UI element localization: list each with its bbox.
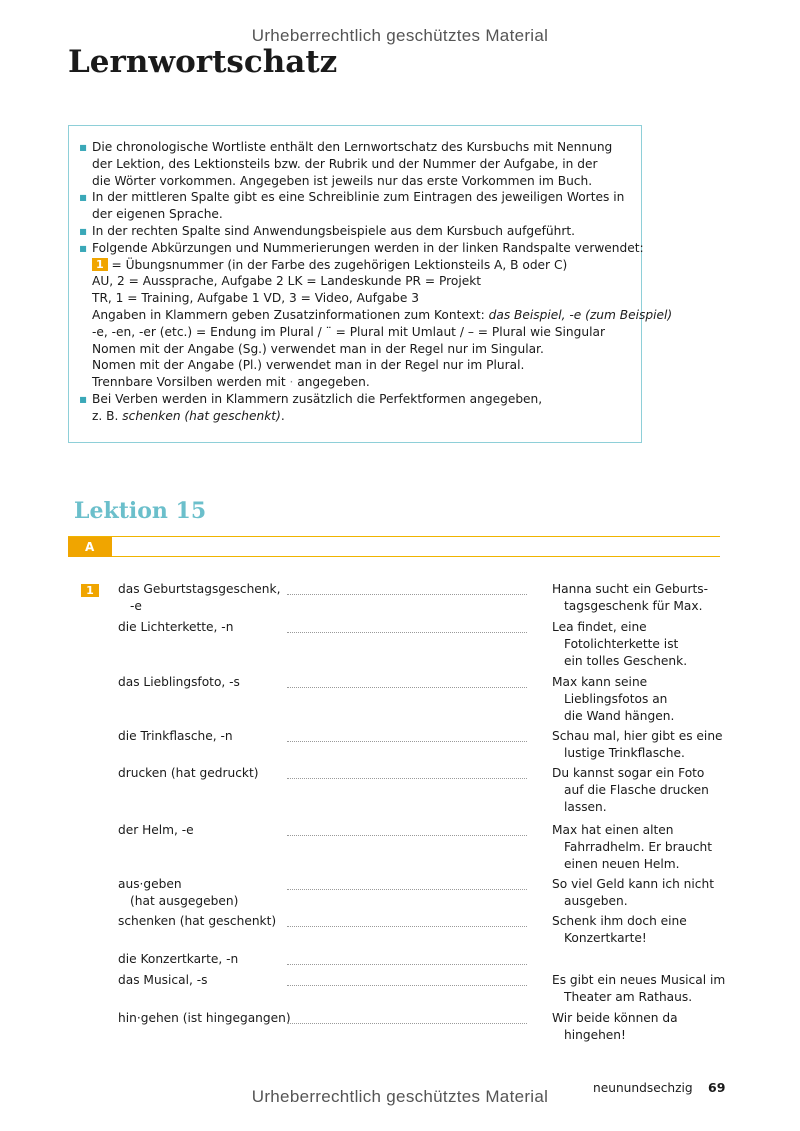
vocab-example: Schenk ihm doch eine Konzertkarte! (552, 914, 687, 945)
translation-line (287, 835, 527, 836)
translation-line (287, 778, 527, 779)
vocab-word: schenken (hat geschenkt) (118, 914, 277, 928)
vocab-example: Lea findet, eine Fotolichterkette ist ein tolles Geschenk. (552, 620, 688, 668)
page-title: Lernwortschatz (68, 44, 338, 80)
vocab-example: So viel Geld kann ich nicht ausgeben. (552, 877, 714, 908)
vocab-example: Max kann seine Lieblingsfotos an die Wand hängen. (552, 675, 675, 723)
bullet-icon: ▪ (79, 240, 88, 255)
bullet-icon: ▪ (79, 223, 88, 238)
vocab-word: das Musical, -s (118, 973, 208, 987)
exercise-number-badge: 1 (92, 258, 108, 271)
vocab-word: der Helm, -e (118, 823, 194, 837)
translation-line (287, 1023, 527, 1024)
page-number-word: neunundsechzig (593, 1081, 693, 1095)
translation-line (287, 594, 527, 595)
vocab-example: Es gibt ein neues Musical im Theater am Rathaus. (552, 973, 726, 1004)
translation-line (287, 985, 527, 986)
lesson-heading: Lektion 15 (74, 498, 207, 524)
vocab-word: die Trinkflasche, -n (118, 729, 233, 743)
section-label: A (68, 537, 112, 557)
bullet-icon: ▪ (79, 190, 88, 205)
bullet-icon: ▪ (79, 140, 88, 154)
info-item: ▪ Die chronologische Wortliste enthält den Lernwortschatz des Kursbuchs mit Nennung der Lektion, des Lektionsteils bzw. der Rubrik und der Nummer der Aufgabe, in der die Wörter vorkommen. Angegeben ist jeweils nur das erste Vorkommen im Buch. (79, 140, 613, 188)
vocab-word: aus·geben (hat ausgegeben) (118, 877, 239, 908)
vocab-word: die Lichterkette, -n (118, 620, 234, 634)
translation-line (287, 741, 527, 742)
watermark-bottom: Urheberrechtlich geschütztes Material (251, 1087, 549, 1106)
vocab-example: Hanna sucht ein Geburts- tagsgeschenk für Max. (552, 582, 708, 613)
watermark-top: Urheberrechtlich geschütztes Material (251, 26, 549, 45)
vocab-word: hin·gehen (ist hingegangen) (118, 1011, 291, 1025)
translation-line (287, 687, 527, 688)
section-divider (112, 556, 720, 557)
vocab-word: das Lieblingsfoto, -s (118, 675, 240, 689)
bullet-icon: ▪ (79, 391, 88, 406)
translation-line (287, 926, 527, 927)
info-item: ▪ Folgende Abkürzungen und Nummerierungen werden in der linken Randspalte verwendet: 1 = Übungsnummer (in der Farbe des zugehörigen Lektionsteils A, B oder C) AU, 2 = Aussprache, Aufgabe 2 LK = Landeskunde PR = Projekt TR, 1 = Training, Aufgabe 1 VD, 3 = Video, Aufgabe 3 Angaben in Klammern geben Zusatzinformationen zum Kontext: das Beispiel, -e (zum Beispiel) -e, -en, -er (etc.) = Endung im Plural / ¨ = Plural mit Umlaut / – = Plural wie Singular Nomen mit der Angabe (Sg.) verwendet man in der Regel nur im Singular. Nomen mit der Angabe (Pl.) verwendet man in der Regel nur im Plural. Trennbare Vorsilben werden mit · angegeben. (79, 240, 673, 390)
exercise-number-badge: 1 (81, 584, 99, 597)
info-item: ▪ In der mittleren Spalte gibt es eine Schreiblinie zum Eintragen des jeweiligen Wortes in der eigenen Sprache. (79, 190, 625, 222)
page-number: 69 (708, 1080, 726, 1095)
info-item: ▪ In der rechten Spalte sind Anwendungsbeispiele aus dem Kursbuch aufgeführt. (79, 223, 576, 238)
section-divider (68, 536, 720, 537)
info-item: ▪ Bei Verben werden in Klammern zusätzlich die Perfektformen angegeben, z. B. schenken (hat geschenkt). (79, 391, 543, 423)
info-box (68, 125, 673, 443)
translation-line (287, 964, 527, 965)
vocab-example: Max hat einen alten Fahrradhelm. Er braucht einen neuen Helm. (552, 823, 713, 871)
vocab-example: Schau mal, hier gibt es eine lustige Trinkflasche. (552, 729, 723, 760)
translation-line (287, 632, 527, 633)
vocab-word: drucken (hat gedruckt) (118, 766, 259, 780)
translation-line (287, 889, 527, 890)
vocab-example: Wir beide können da hingehen! (552, 1011, 678, 1042)
vocab-example: Du kannst sogar ein Foto auf die Flasche drucken lassen. (552, 766, 709, 814)
vocab-word: das Geburtstagsgeschenk, -e (118, 582, 281, 613)
vocab-word: die Konzertkarte, -n (118, 952, 239, 966)
info-list (79, 139, 673, 425)
